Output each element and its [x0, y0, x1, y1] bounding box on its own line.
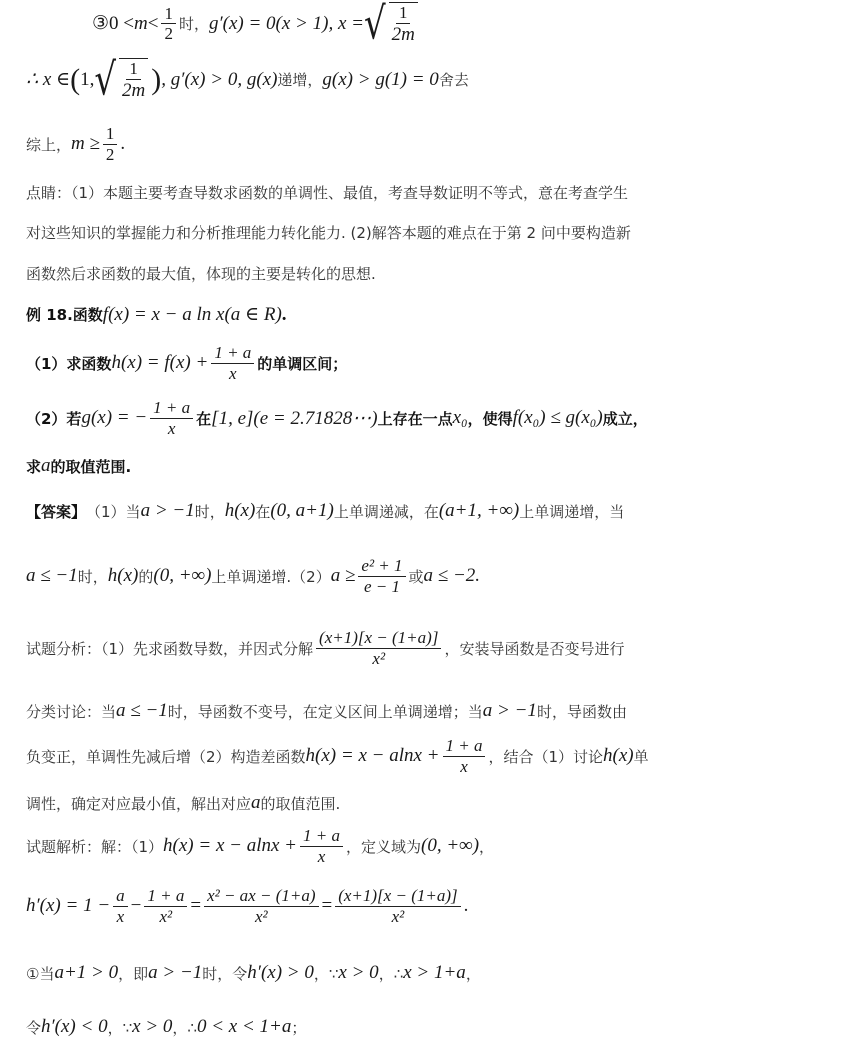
solution-line-4: 令 h′(x) < 0 ，∵ x > 0 ，∴ 0 < x < 1+a ； [26, 1016, 307, 1037]
question-2: （2）若 g(x) = − $\frac{1 + a}{x}$ 在 [1, e](e = 2.71828⋯) 上存在一点 x₀ ，使得 f(x₀) ≤ g(x₀) 成立， [26, 398, 648, 438]
fraction-half: $\frac{1}{2}$ [161, 4, 176, 44]
solution-line-3: ①当 a+1 > 0 ，即 a > −1 时，令 h′(x) > 0 ，∵ x > 0 ，∴ x > 1+a ， [26, 962, 481, 983]
answer-label: 【答案】 [26, 502, 87, 521]
summary-line: 综上， m ≥ $\frac{1}{2}$ . [26, 124, 126, 164]
analysis-line-2: 分类讨论：当 a ≤ −1 时，导函数不变号，在定义区间上单调递增；当 a > −1 时，导函数由 [26, 700, 627, 721]
analysis-line-4: 调性，确定对应最小值，解出对应 a 的取值范围. [26, 792, 341, 813]
case3-line: ③0 < m < $\frac{1}{2}$ 时， g′(x) = 0(x > 1), x = √ $\frac{1}{2m}$ [92, 2, 421, 45]
solution-line-2: h′(x) = 1 − $\frac{a}{x}$ − $\frac{1 + a}{\text{x²}}$ = $\frac{\text{x² − ax − (1+a)}}{\text{x²}}$ = $\frac{(x+1)[x - (1+a)]}{\text{x²}}$ . [26, 886, 469, 926]
answer-line-1: 【答案】 （1）当 a > −1 时， h(x) 在 (0, a+1) 上单调递减，在 (a+1, +∞) 上单调递增，当 [26, 500, 625, 521]
answer-line-2: a ≤ −1 时， h(x) 的 (0, +∞) 上单调递增.（2） a ≥ $\frac{\text{e² + 1}}{e - 1}$ 或 a ≤ −2. [26, 556, 481, 596]
solution-line-1: 试题解析：解：（1） h(x) = x − alnx + $\frac{1 + a}{x}$ ，定义域为 (0, +∞) ， [26, 826, 495, 866]
case3-prefix: ③0 < [92, 13, 134, 35]
comment-line-1: 点睛：（1）本题主要考查导数求函数的单调性、最值，考查导数证明不等式，意在考查学生 [26, 184, 629, 202]
case3-result-line: ∴ x ∈ ( 1, √ $\frac{1}{2m}$ ) , g′(x) > 0, g(x) 递增， g(x) > g(1) = 0 舍去 [26, 53, 469, 106]
question-1: （1）求函数 h(x) = f(x) + $\frac{1 + a}{x}$ 的单调区间； [26, 343, 348, 383]
example-title: 例 18.函数 f(x) = x − a ln x(a ∈ R) . [26, 303, 287, 325]
case3-derivative: g′(x) = 0(x > 1), x = [208, 12, 364, 34]
comment-line-2: 对这些知识的掌握能力和分析推理能力转化能力. (2)解答本题的难点在于第 2 问中要构造新 [26, 224, 631, 242]
analysis-line-3: 负变正，单调性先减后增（2）构造差函数 h(x) = x − alnx + $\frac{1 + a}{x}$ ，结合（1）讨论 h(x) 单 [26, 736, 649, 776]
question-2-cont: 求 a 的取值范围. [26, 455, 132, 476]
comment-line-3: 函数然后求函数的最大值，体现的主要是转化的思想. [26, 265, 376, 283]
analysis-line-1: 试题分析：（1）先求函数导数，并因式分解 $\frac{(x+1)[x - (1+a)]}{\text{x²}}$ ，安装导函数是否变号进行 [26, 628, 625, 668]
sqrt-expression: √ $\frac{1}{2m}$ [364, 2, 421, 45]
